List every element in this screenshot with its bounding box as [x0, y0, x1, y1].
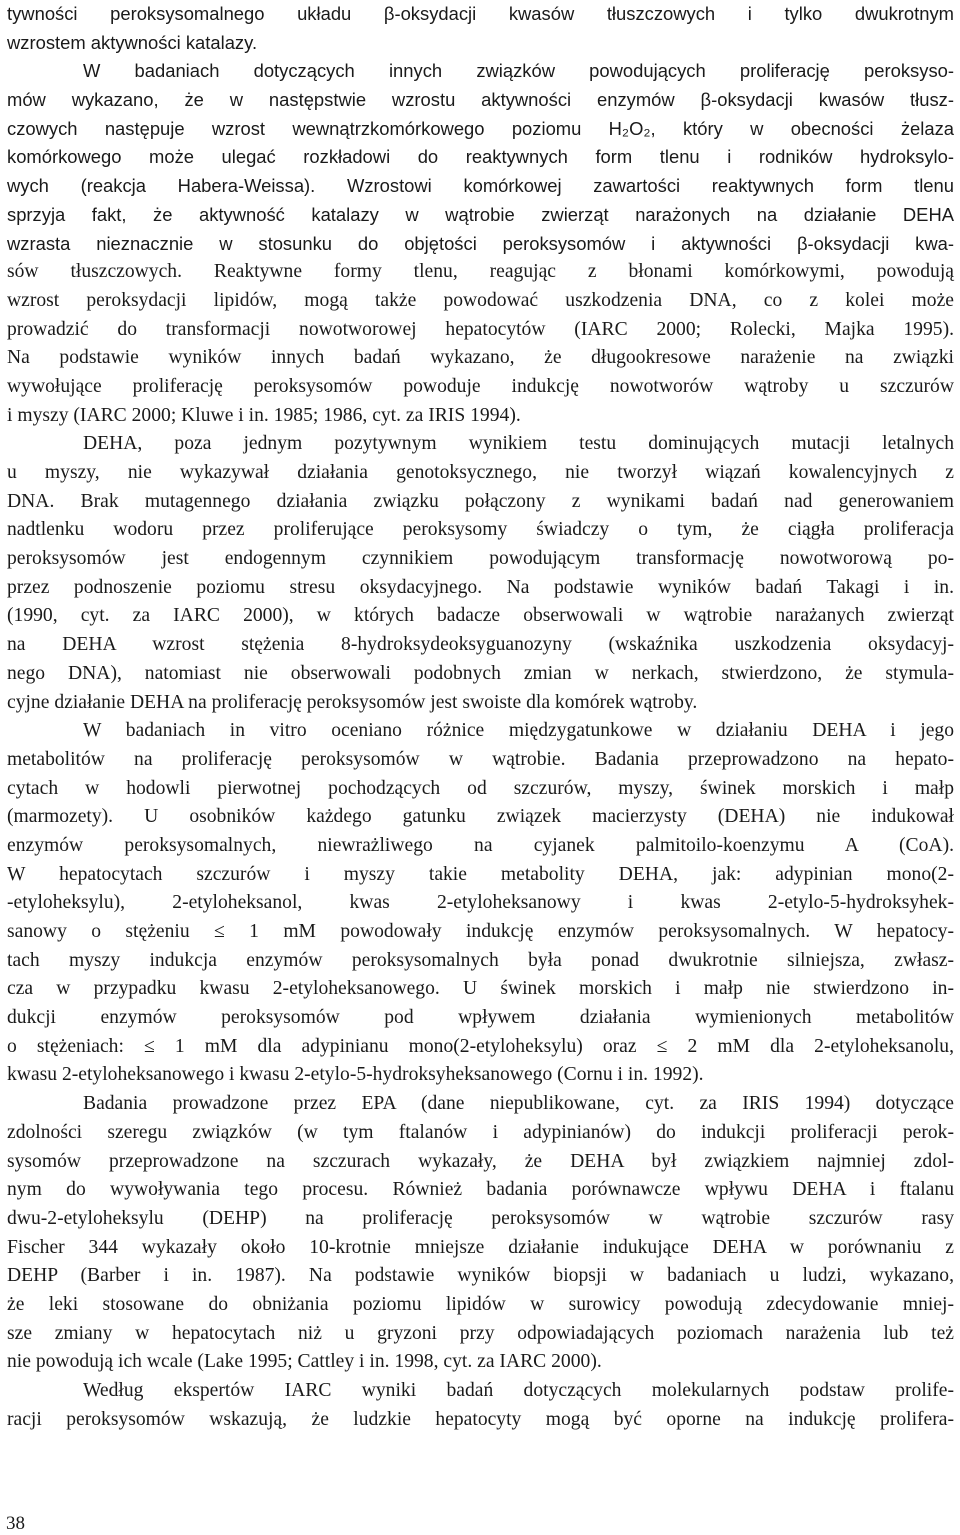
paragraph	[7, 717, 954, 1090]
text-line: zdolności szeregu związków (w tym ftalanów i adypinianów) do indukcji proliferacji perok-	[7, 1121, 954, 1143]
text-line: nie powodują ich wcale (Lake 1995; Cattley i in. 1998, cyt. za IARC 2000).	[7, 1351, 602, 1373]
document-body	[7, 0, 954, 1434]
text-line: dwu-2-etyloheksylu (DEHP) na proliferację peroksysomów w wątrobie szczurów rasy	[7, 1207, 954, 1229]
text-line: W badaniach dotyczących innych związków powodujących proliferację peroksyso-	[83, 60, 954, 82]
text-line: że leki stosowane do obniżania poziomu lipidów w surowicy powodują zdecydowanie mniej-	[7, 1293, 954, 1315]
text-line: kwasu 2-etyloheksanowego i kwasu 2-etylo-5-hydroksyheksanowego (Cornu i in. 1992).	[7, 1064, 704, 1086]
text-line: cytach w hodowli pierwotnej pochodzących od szczurów, myszy, świnek morskich i małp	[7, 777, 954, 799]
text-line: tach myszy indukcja enzymów peroksysomalnych była ponad dwukrotnie silniejsza, zwłasz-	[7, 949, 954, 971]
text-line: sprzyja fakt, że aktywność katalazy w wątrobie zwierząt narażonych na działanie DEHA	[7, 203, 954, 225]
text-line: racji peroksysomów wskazują, że ludzkie hepatocyty mogą być oporne na indukcję prolifera-	[7, 1408, 954, 1430]
text-line: dukcji enzymów peroksysomów pod wpływem działania wymienionych metabolitów	[7, 1007, 954, 1029]
text-line: -etyloheksylu), 2-etyloheksanol, kwas 2-etyloheksanowy i kwas 2-etylo-5-hydroksyhek-	[7, 892, 954, 914]
paragraph	[7, 57, 954, 430]
text-line: wych (reakcja Habera-Weissa). Wzrostowi komórkowej zawartości reaktywnych form tlenu	[7, 175, 954, 197]
text-line: tywności peroksysomalnego układu β-oksydacji kwasów tłuszczowych i tylko dwukrotnym	[7, 3, 954, 24]
paragraph	[7, 0, 954, 57]
text-line: nego DNA), natomiast nie obserwowali podobnych zmian w nerkach, stwierdzono, że stymula-	[7, 662, 954, 684]
text-line: wzrasta nieznacznie w stosunku do objętości peroksysomów i aktywności β-oksydacji kwa-	[7, 232, 954, 254]
text-line: o stężeniach: ≤ 1 mM dla adypinianu mono(2-etyloheksylu) oraz ≤ 2 mM dla 2-etyloheksanolu,	[7, 1035, 954, 1057]
text-line: przez podnoszenie poziomu stresu oksydacyjnego. Na podstawie wyników badań Takagi i in.	[7, 576, 954, 598]
text-line: komórkowego może ulegać rozkładowi do reaktywnych form tlenu i rodników hydroksylo-	[7, 146, 954, 168]
text-line: wywołujące proliferację peroksysomów powoduje indukcję nowotworów wątroby u szczurów	[7, 375, 954, 397]
text-line: DNA. Brak mutagennego działania związku połączony z wynikami badań nad generowaniem	[7, 490, 954, 512]
text-line: DEHA, poza jednym pozytywnym wynikiem testu dominujących mutacji letalnych	[83, 433, 954, 455]
text-line: u myszy, nie wykazywał działania genotoksycznego, nie tworzył wiązań kowalencyjnych z	[7, 462, 954, 483]
text-line: wzrostem aktywności katalazy.	[7, 31, 258, 53]
text-line: (marmozety). U osobników każdego gatunku związek macierzysty (DEHA) nie indukował	[7, 806, 954, 828]
text-line: nym do wywoływania tego procesu. Również badania porównawcze wpływu DEHA i ftalanu	[7, 1179, 954, 1201]
text-line: Według ekspertów IARC wyniki badań dotyczących molekularnych podstaw prolife-	[83, 1380, 954, 1401]
text-line: i myszy (IARC 2000; Kluwe i in. 1985; 1986, cyt. za IRIS 1994).	[7, 404, 521, 426]
text-line: Na podstawie wyników innych badań wykazano, że długookresowe narażenie na związki	[7, 347, 954, 369]
text-line: peroksysomów jest endogennym czynnikiem powodującym transformację nowotworową po-	[7, 548, 954, 570]
text-line: wzrost peroksydacji lipidów, mogą także powodować uszkodzenia DNA, co z kolei może	[7, 289, 954, 311]
paragraph	[7, 1377, 954, 1434]
paragraph	[7, 430, 954, 717]
text-line: W badaniach in vitro oceniano różnice międzygatunkowe w działaniu DEHA i jego	[83, 720, 954, 742]
text-line: sów tłuszczowych. Reaktywne formy tlenu, reagując z błonami komórkowymi, powodują	[7, 261, 954, 283]
text-line: czowych następuje wzrost wewnątrzkomórkowego poziomu H₂O₂, który w obecności żelaza	[7, 117, 954, 139]
text-line: sze zmiany w hepatocytach niż u gryzoni przy odpowiadających poziomach narażenia lub też	[7, 1322, 954, 1344]
text-line: prowadzić do transformacji nowotworowej hepatocytów (IARC 2000; Rolecki, Majka 1995).	[7, 318, 954, 340]
text-line: metabolitów na proliferację peroksysomów w wątrobie. Badania przeprowadzono na hepato-	[7, 748, 954, 770]
paragraph	[7, 1090, 954, 1377]
text-line: cyjne działanie DEHA na proliferację peroksysomów jest swoiste dla komórek wątroby.	[7, 691, 698, 713]
text-line: (1990, cyt. za IARC 2000), w których badacze obserwowali w wątrobie narażanych zwierząt	[7, 605, 954, 627]
page-number: 38	[6, 1513, 25, 1534]
text-line: W hepatocytach szczurów i myszy takie metabolity DEHA, jak: adypinian mono(2-	[7, 863, 954, 885]
text-line: Fischer 344 wykazały około 10-krotnie mniejsze działanie indukujące DEHA w porównaniu z	[7, 1236, 954, 1258]
text-line: nadtlenku wodoru przez proliferujące peroksysomy świadczy o tym, że ciągła proliferacja	[7, 519, 954, 541]
text-line: DEHP (Barber i in. 1987). Na podstawie wyników biopsji w badaniach u ludzi, wykazano,	[7, 1265, 954, 1287]
text-line: sysomów przeprowadzone na szczurach wykazały, że DEHA był związkiem najmniej zdol-	[7, 1150, 954, 1172]
text-line: na DEHA wzrost stężenia 8-hydroksydeoksyguanozyny (wskaźnika uszkodzenia oksydacyj-	[7, 634, 954, 656]
text-line: enzymów peroksysomalnych, niewrażliwego na cyjanek palmitoilo-koenzymu A (CoA).	[7, 834, 954, 856]
text-line: mów wykazano, że w następstwie wzrostu aktywności enzymów β-oksydacji kwasów tłusz-	[7, 89, 954, 111]
text-line: cza w przypadku kwasu 2-etyloheksanowego. U świnek morskich i małp nie stwierdzono in-	[7, 978, 954, 1000]
text-line: Badania prowadzone przez EPA (dane niepublikowane, cyt. za IRIS 1994) dotyczące	[83, 1093, 954, 1115]
text-line: sanowy o stężeniu ≤ 1 mM powodowały indukcję enzymów peroksysomalnych. W hepatocy-	[7, 921, 954, 942]
